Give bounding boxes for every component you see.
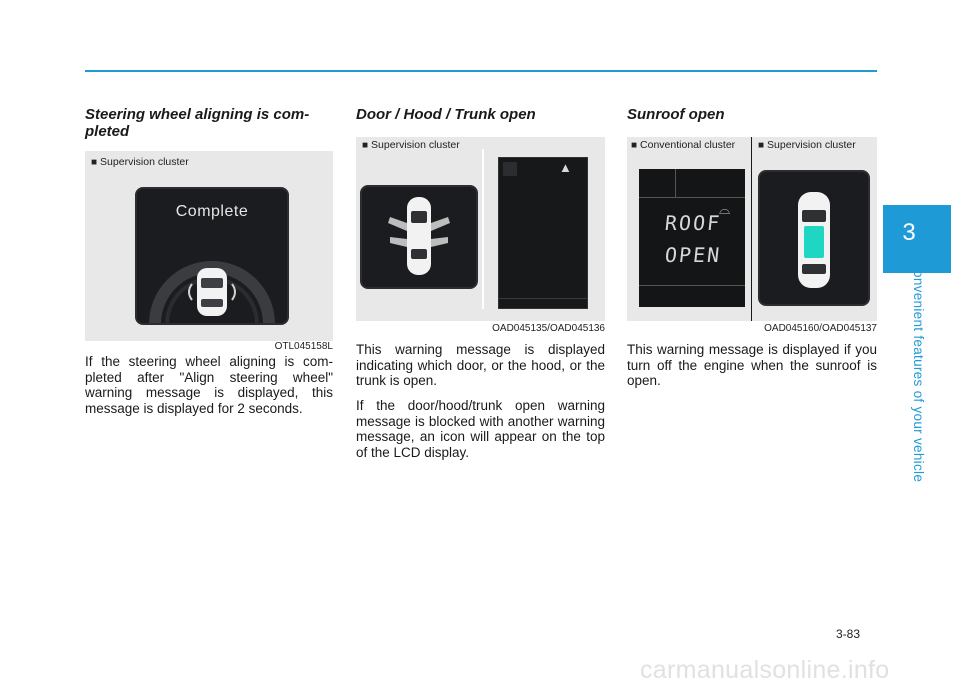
figure-code: OAD045135/OAD045136 [492, 323, 605, 334]
lcd-rule [675, 169, 676, 197]
conventional-lcd [639, 169, 745, 307]
lcd-line-open: OPEN [663, 243, 723, 267]
section-heading: Steering wheel aligning is com-pleted [85, 106, 310, 140]
door-open-icon: ▲ [559, 160, 572, 175]
section-steering-aligning [85, 106, 333, 140]
lcd-rule [499, 298, 587, 299]
lcd-line-roof: ROOF [663, 211, 723, 235]
figure-label: ■ Supervision cluster [91, 156, 189, 168]
complete-text: Complete [175, 203, 249, 220]
car-sunroof-icon [760, 172, 868, 304]
body-paragraph: This warning message is displayed if you turn off the engine when the sunroof is open. [627, 342, 877, 388]
figure-sunroof [627, 137, 877, 334]
section-heading: Sunroof open [627, 106, 725, 123]
door-screen [360, 185, 478, 289]
figure-label-supervision: ■ Supervision cluster [758, 139, 856, 151]
figure-steering-complete [85, 151, 333, 352]
chapter-title: Convenient features of your vehicle [911, 260, 926, 483]
lcd-rule [639, 197, 745, 198]
section-heading: Door / Hood / Trunk open [356, 106, 536, 123]
page-number: 3-83 [836, 627, 861, 641]
watermark: carmanualsonline.info [640, 656, 890, 684]
body-paragraph: If the door/hood/trunk open warning message is blocked with another warning message, an icon will appear on the top of the LCD display. [356, 398, 605, 460]
section-door-hood-trunk [356, 106, 605, 123]
chapter-number: 3 [902, 219, 916, 246]
figure-divider [751, 137, 752, 321]
figure-label: ■ Supervision cluster [362, 139, 460, 151]
figure-code: OAD045160/OAD045137 [764, 323, 877, 334]
figure-label-conventional: ■ Conventional cluster [631, 139, 736, 151]
top-rule [85, 70, 877, 72]
steering-wheel-icon [137, 244, 287, 324]
supervision-screen [758, 170, 870, 306]
cluster-screen [135, 187, 289, 325]
body-paragraph: If the steering wheel aligning is com-pleted after "Align steering wheel" warning message is displayed, this message is displayed for 2 seconds. [85, 354, 333, 416]
figure-door-open [356, 137, 605, 334]
car-doors-open-icon [362, 187, 476, 287]
lcd-rule [639, 285, 745, 286]
supervision-lcd [498, 157, 588, 309]
figure-code: OTL045158L [274, 341, 333, 352]
sunroof-icon: ⌓ [719, 201, 731, 217]
warning-slot [503, 162, 517, 176]
body-paragraph: This warning message is displayed indicating which door, or the hood, or the trunk is open. [356, 342, 605, 388]
section-sunroof-open [627, 106, 877, 123]
figure-divider [482, 149, 484, 309]
